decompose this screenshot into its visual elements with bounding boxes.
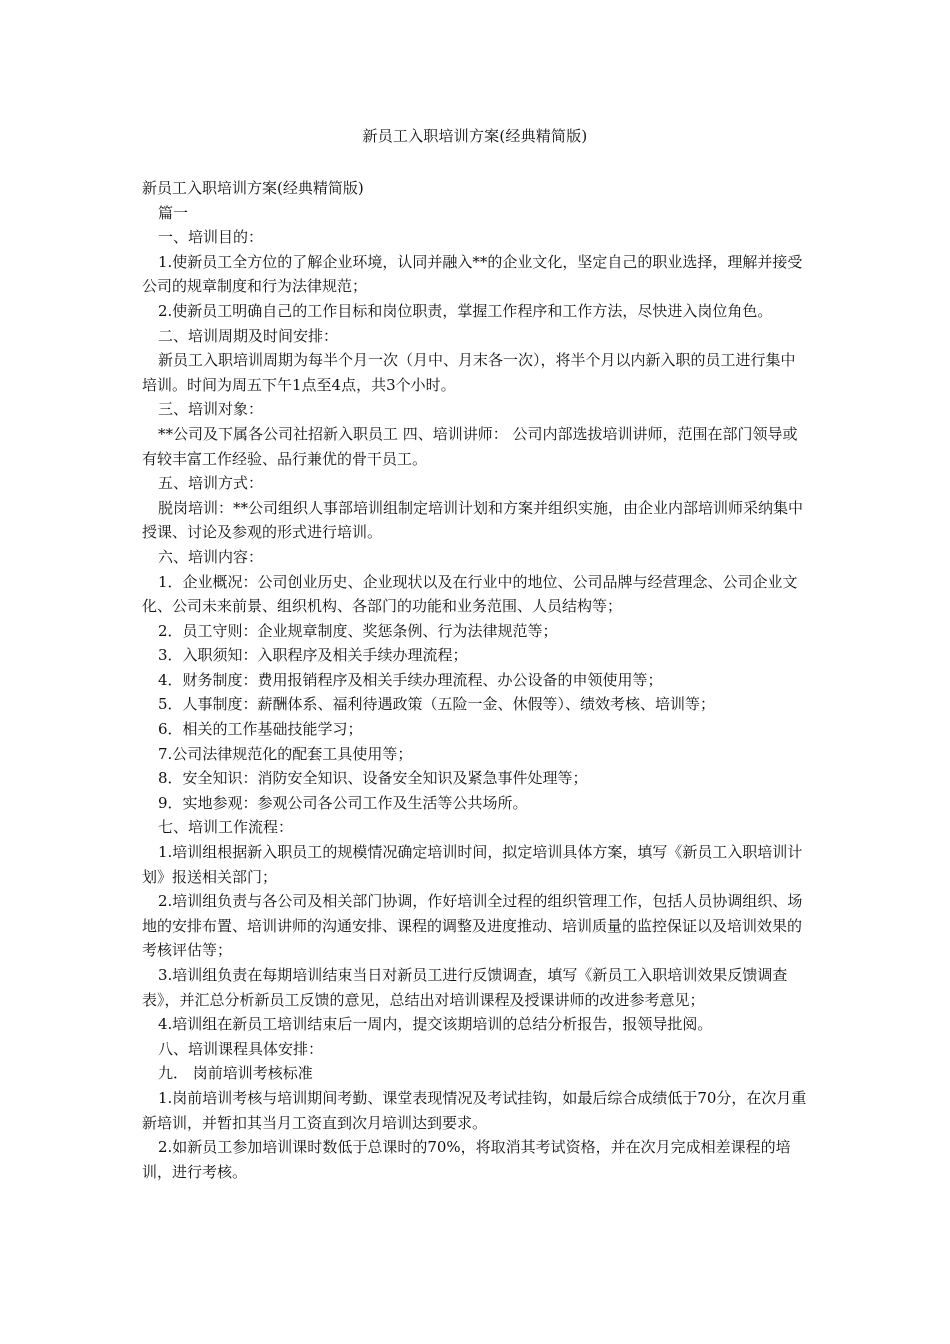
paragraph: 一、培训目的：: [158, 228, 264, 247]
paragraph: 4.培训组在新员工培训结束后一周内，提交该期培训的总结分析报告，报领导批阅。: [158, 1015, 713, 1034]
paragraph: 新员工入职培训周期为每半个月一次（月中、月末各一次），将半个月以内新入职的员工进行集中培训。时间为周五下午1点至4点，共3个小时。: [142, 351, 796, 394]
paragraph: **公司及下属各公司社招新入职员工 四、培训讲师： 公司内部选拔培训讲师，范围在部门领导或有较丰富工作经验、品行兼优的骨干员工。: [142, 424, 798, 468]
paragraph: 九． 岗前培训考核标准: [158, 1064, 313, 1083]
paragraph: 4．财务制度：费用报销程序及相关手续办理流程、办公设备的申领使用等；: [158, 670, 663, 689]
paragraph: 6．相关的工作基础技能学习；: [158, 720, 363, 739]
paragraph: 5．人事制度：薪酬体系、福利待遇政策（五险一金、休假等）、绩效考核、培训等；: [158, 695, 716, 714]
paragraph: 三、培训对象：: [158, 400, 264, 419]
paragraph: 二、培训周期及时间安排：: [158, 326, 339, 345]
paragraph: 1.岗前培训考核与培训期间考勤、课堂表现情况及考试挂钩，如最后综合成绩低于70分，在次月重新培训，并暂扣其当月工资直到次月培训达到要求。: [142, 1088, 807, 1132]
paragraph: 1．企业概况：公司创业历史、企业现状以及在行业中的地位、公司品牌与经营理念、公司企业文化、公司未来前景、组织机构、各部门的功能和业务范围、人员结构等；: [142, 572, 798, 616]
paragraph: 8．安全知识：消防安全知识、设备安全知识及紧急事件处理等；: [158, 769, 588, 788]
paragraph: 六、培训内容：: [158, 547, 264, 566]
paragraph: 1.使新员工全方位的了解企业环境，认同并融入**的企业文化，坚定自己的职业选择，理解并接受公司的规章制度和行为法律规范；: [142, 252, 803, 296]
document-subtitle: 新员工入职培训方案(经典精简版): [142, 179, 364, 197]
page-title: 新员工入职培训方案(经典精简版): [362, 127, 588, 145]
paragraph: 篇一: [158, 203, 189, 222]
document-body: [142, 176, 810, 1184]
paragraph: 3．入职须知：入职程序及相关手续办理流程；: [158, 646, 468, 665]
paragraph: 9．实地参观：参观公司各公司工作及生活等公共场所。: [158, 793, 528, 812]
paragraph: 1.培训组根据新入职员工的规模情况确定培训时间，拟定培训具体方案，填写《新员工入职培训计划》报送相关部门；: [142, 843, 803, 886]
paragraph: 2.使新员工明确自己的工作目标和岗位职责，掌握工作程序和工作方法，尽快进入岗位角色。: [158, 301, 773, 320]
paragraph: 五、培训方式：: [158, 474, 264, 493]
paragraph: 2.培训组负责与各公司及相关部门协调，作好培训全过程的组织管理工作，包括人员协调组织、场地的安排布置、培训讲师的沟通安排、课程的调整及进度推动、培训质量的监控保证以及培训效果的考核评估等；: [142, 892, 803, 960]
paragraph: 八、培训课程具体安排：: [158, 1039, 324, 1058]
paragraph: 脱岗培训：**公司组织人事部培训组制定培训计划和方案并组织实施，由企业内部培训师采纳集中授课、讨论及参观的形式进行培训。: [142, 498, 804, 542]
paragraph: 七、培训工作流程：: [158, 818, 294, 837]
paragraph: 7.公司法律规范化的配套工具使用等；: [158, 744, 413, 763]
paragraph: 3.培训组负责在每期培训结束当日对新员工进行反馈调查，填写《新员工入职培训效果反馈调查表》，并汇总分析新员工反馈的意见，总结出对培训课程及授课讲师的改进参考意见；: [142, 966, 788, 1009]
paragraph: 2.如新员工参加培训课时数低于总课时的70%，将取消其考试资格，并在次月完成相差课程的培训，进行考核。: [142, 1138, 791, 1181]
paragraph: 2．员工守则：企业规章制度、奖惩条例、行为法律规范等；: [158, 621, 558, 640]
